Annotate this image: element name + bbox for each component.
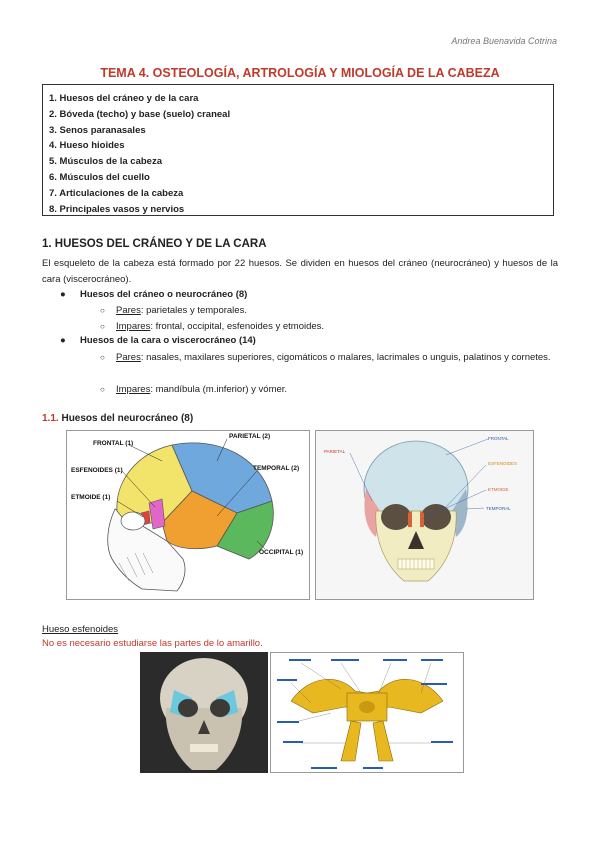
sub-bullet xyxy=(100,303,247,319)
section-heading: 1. HUESOS DEL CRÁNEO Y DE LA CARA xyxy=(42,238,267,250)
toc-item: 1. Huesos del cráneo y de la cara xyxy=(49,93,199,104)
label-frontal: FRONTAL (1) xyxy=(93,440,134,447)
skull-front-figure xyxy=(315,430,534,600)
sphenoid-bone-figure xyxy=(270,652,464,773)
label-etmoide: ETMOIDE (1) xyxy=(71,494,111,501)
circle-bullet-icon: ○ xyxy=(100,385,105,394)
toc-item: 6. Músculos del cuello xyxy=(49,171,150,183)
sub-bullet-text: : nasales, maxilares superiores, cigomáticos o malares, lacrimales o unguis, palatinos y cornetes. xyxy=(140,352,551,363)
sub-bullet-key: Pares xyxy=(116,352,141,363)
sub-bullet xyxy=(100,319,324,335)
label-occipital: OCCIPITAL (1) xyxy=(259,549,304,556)
label-esfenoides: ESFENOIDES xyxy=(488,461,518,466)
sub-bullet-text: : parietales y temporales. xyxy=(140,305,247,316)
sphenoid-note: No es necesario estudiarse las partes de lo amarillo. xyxy=(42,638,263,649)
subsection-heading xyxy=(42,413,193,424)
intro-paragraph: El esqueleto de la cabeza está formado por 22 huesos. Se dividen en huesos del cráneo (neurocráneo) y huesos de la cara (viscerocráneo). xyxy=(42,258,558,285)
circle-bullet-icon: ○ xyxy=(100,306,105,315)
sphenoid-skull-figure xyxy=(140,652,268,773)
toc-item: 5. Músculos de la cabeza xyxy=(49,156,162,168)
label-etmoide: ETMOIDE xyxy=(488,487,509,492)
table-of-contents xyxy=(42,84,554,216)
circle-bullet-icon: ○ xyxy=(100,322,105,331)
bullet-dot-icon: ● xyxy=(60,289,66,300)
label-frontal: FRONTAL xyxy=(488,436,509,441)
toc-item: 8. Principales vasos y nervios xyxy=(49,203,185,215)
label-temporal: TEMPORAL (2) xyxy=(253,465,300,472)
subsection-number: 1.1. xyxy=(42,413,59,424)
page-title: TEMA 4. OSTEOLOGÍA, ARTROLOGÍA Y MIOLOGÍA DE LA CABEZA xyxy=(100,66,500,80)
toc-item: 3. Senos paranasales xyxy=(49,124,146,136)
label-esfenoides: ESFENOIDES (1) xyxy=(71,467,123,474)
sub-bullet-key: Impares xyxy=(116,321,151,332)
toc-item: 7. Articulaciones de la cabeza xyxy=(49,187,184,199)
circle-bullet-icon: ○ xyxy=(100,353,105,362)
author-name: Andrea Buenavida Cotrina xyxy=(451,36,557,46)
sphenoid-bone-illustration xyxy=(271,653,464,773)
skull-lateral-figure xyxy=(66,430,310,600)
sphenoid-heading: Hueso esfenoides xyxy=(42,624,119,635)
bullet-label: Huesos del cráneo o neurocráneo (8) xyxy=(80,289,248,300)
skull-lateral-illustration xyxy=(67,431,310,600)
sub-bullet-text: : frontal, occipital, esfenoides y etmoides. xyxy=(150,321,325,332)
label-parietal: PARIETAL (2) xyxy=(229,433,271,440)
bullet-label: Huesos de la cara o viscerocráneo (14) xyxy=(80,335,256,346)
sub-bullet-key: Pares xyxy=(116,305,141,316)
sub-bullet-text: : mandíbula (m.inferior) y vómer. xyxy=(150,384,288,395)
skull-front-illustration xyxy=(316,431,534,600)
toc-item: 2. Bóveda (techo) y base (suelo) craneal xyxy=(49,108,231,120)
sub-bullet xyxy=(100,382,287,398)
bullet-viscerocraneo xyxy=(60,335,256,346)
bullet-neurocraneo xyxy=(60,289,247,300)
subsection-title: Huesos del neurocráneo (8) xyxy=(58,413,194,424)
sub-bullet xyxy=(100,350,556,366)
sphenoid-skull-illustration xyxy=(140,652,268,773)
label-temporal: TEMPORAL xyxy=(486,506,511,511)
sub-bullet-key: Impares xyxy=(116,384,151,395)
label-parietal: PARIETAL xyxy=(324,449,346,454)
bullet-dot-icon: ● xyxy=(60,335,66,346)
toc-item: 4. Hueso hioides xyxy=(49,140,125,152)
